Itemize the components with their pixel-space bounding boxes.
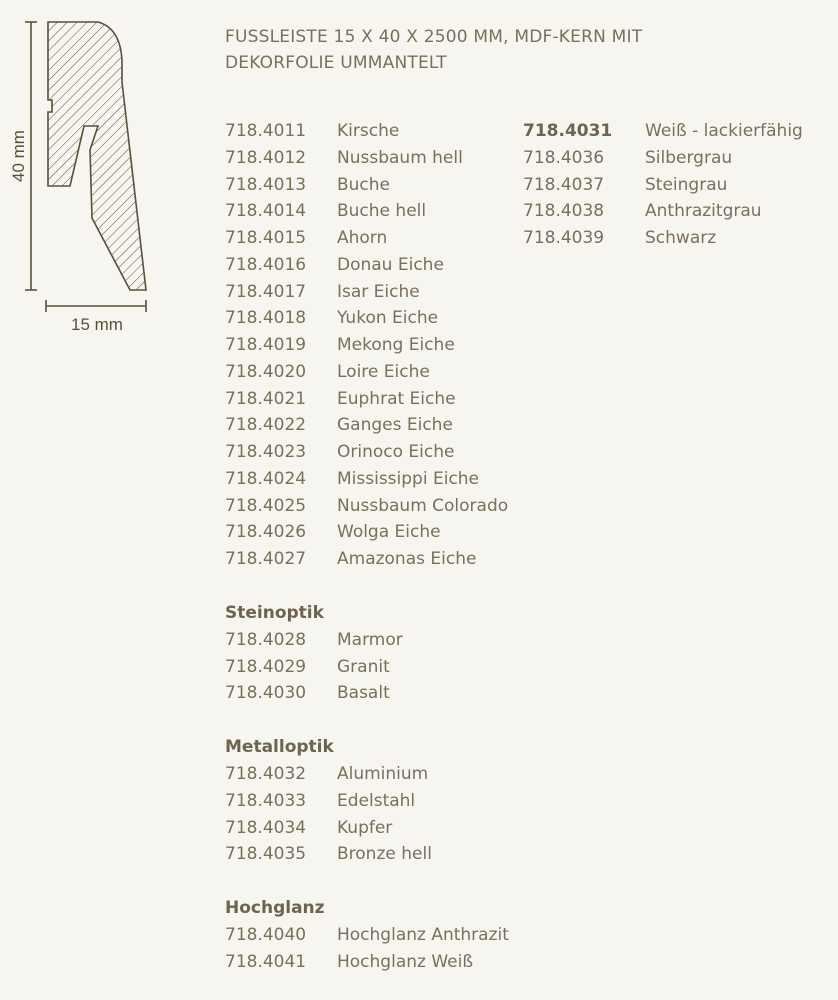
- decor-name: Orinoco Eiche: [337, 442, 455, 462]
- right-column: [523, 118, 803, 252]
- decor-name: Weiß - lackierfähig: [645, 121, 803, 141]
- article-number: 718.4021: [225, 388, 307, 409]
- decor-row: [225, 252, 509, 279]
- decor-row: [523, 118, 803, 145]
- decor-row: [225, 305, 509, 332]
- decor-row: [225, 519, 509, 546]
- decor-row: [225, 412, 509, 439]
- decor-name: Ganges Eiche: [337, 415, 453, 436]
- decor-name: Hochglanz Anthrazit: [337, 925, 509, 945]
- hochglanz-heading: Hochglanz: [225, 898, 325, 918]
- decor-row: [225, 841, 509, 868]
- article-number: 718.4024: [225, 468, 307, 489]
- decor-name: Euphrat Eiche: [337, 388, 456, 409]
- decor-name: Nussbaum Colorado: [337, 495, 509, 516]
- decor-row: [225, 627, 509, 654]
- article-number: 718.4037: [523, 174, 605, 195]
- decor-row: [225, 439, 509, 466]
- decor-name: Aluminium: [337, 764, 429, 784]
- article-number: 718.4029: [225, 656, 307, 677]
- decor-name: Kirsche: [337, 121, 400, 141]
- decor-name: Yukon Eiche: [337, 308, 439, 329]
- article-number: 718.4035: [225, 844, 307, 865]
- decor-row: [225, 386, 509, 413]
- metal-decor-list: [225, 761, 509, 868]
- stone-decor-list: [225, 627, 509, 707]
- decor-row: [523, 145, 803, 172]
- skirting-profile-drawing: [0, 0, 160, 340]
- decor-name: Mekong Eiche: [337, 335, 455, 355]
- height-label: 40 mm: [9, 130, 28, 182]
- wood-decor-list: [225, 118, 509, 573]
- decor-row: [225, 332, 509, 359]
- decor-row: [225, 198, 509, 225]
- profile-cross-section: [48, 22, 146, 290]
- article-number: 718.4011: [225, 121, 307, 141]
- solid-color-list: [523, 118, 803, 252]
- article-number: 718.4014: [225, 201, 307, 222]
- article-number: 718.4026: [225, 522, 307, 543]
- width-dimension: [46, 300, 146, 334]
- product-title: [225, 24, 825, 76]
- article-number: 718.4033: [225, 790, 307, 811]
- article-number: 718.4030: [225, 683, 307, 704]
- decor-row: [225, 118, 509, 145]
- decor-name: Mississippi Eiche: [337, 468, 480, 489]
- decor-row: [225, 359, 509, 386]
- decor-row: [225, 922, 509, 949]
- decor-row: [225, 172, 509, 199]
- decor-row: [225, 680, 509, 707]
- decor-row: [523, 172, 803, 199]
- decor-row: [225, 225, 509, 252]
- title-line-2: DEKORFOLIE UMMANTELT: [225, 53, 447, 73]
- article-number: 718.4040: [225, 925, 307, 945]
- article-number: 718.4032: [225, 764, 307, 784]
- article-number: 718.4013: [225, 174, 307, 195]
- steinoptik-heading: Steinoptik: [225, 602, 324, 623]
- decor-name: Bronze hell: [337, 844, 432, 865]
- article-number: 718.4031: [523, 121, 613, 141]
- decor-name: Hochglanz Weiß: [337, 951, 474, 972]
- title-line-1: FUSSLEISTE 15 X 40 X 2500 MM, MDF-KERN MIT: [225, 27, 643, 47]
- width-label: 15 mm: [71, 315, 123, 334]
- decor-name: Granit: [337, 656, 390, 677]
- article-number: 718.4027: [225, 549, 307, 569]
- article-number: 718.4015: [225, 228, 307, 248]
- decor-row: [523, 225, 803, 252]
- article-number: 718.4036: [523, 147, 605, 168]
- decor-row: [225, 815, 509, 842]
- article-number: 718.4022: [225, 415, 307, 436]
- decor-name: Loire Eiche: [337, 361, 430, 382]
- left-column: [225, 118, 509, 976]
- decor-row: [225, 654, 509, 681]
- decor-name: Silbergrau: [645, 147, 733, 168]
- decor-name: Steingrau: [645, 174, 728, 195]
- article-number: 718.4038: [523, 201, 605, 222]
- decor-row: [225, 279, 509, 306]
- article-number: 718.4028: [225, 629, 307, 650]
- high-gloss-decor-list: [225, 922, 509, 976]
- article-number: 718.4020: [225, 361, 307, 382]
- decor-name: Isar Eiche: [337, 281, 420, 302]
- metalloptik-heading: Metalloptik: [225, 737, 334, 757]
- decor-name: Buche hell: [337, 201, 427, 222]
- decor-row: [225, 788, 509, 815]
- decor-row: [225, 761, 509, 788]
- decor-row: [225, 949, 509, 976]
- article-number: 718.4039: [523, 228, 605, 248]
- decor-row: [523, 198, 803, 225]
- decor-name: Anthrazitgrau: [645, 201, 762, 222]
- decor-name: Donau Eiche: [337, 254, 444, 275]
- decor-name: Kupfer: [337, 817, 393, 838]
- height-dimension: [9, 22, 37, 290]
- decor-name: Amazonas Eiche: [337, 549, 477, 569]
- article-number: 718.4041: [225, 951, 307, 972]
- decor-name: Schwarz: [645, 228, 717, 248]
- decor-name: Ahorn: [337, 228, 388, 248]
- article-number: 718.4023: [225, 442, 307, 462]
- article-number: 718.4019: [225, 335, 307, 355]
- decor-name: Nussbaum hell: [337, 147, 463, 168]
- article-number: 718.4018: [225, 308, 307, 329]
- decor-name: Marmor: [337, 629, 403, 650]
- decor-row: [225, 546, 509, 573]
- decor-name: Basalt: [337, 683, 390, 704]
- decor-row: [225, 493, 509, 520]
- decor-name: Edelstahl: [337, 790, 416, 811]
- article-number: 718.4025: [225, 495, 307, 516]
- decor-row: [225, 466, 509, 493]
- decor-row: [225, 145, 509, 172]
- article-number: 718.4012: [225, 147, 307, 168]
- article-number: 718.4016: [225, 254, 307, 275]
- article-number: 718.4034: [225, 817, 307, 838]
- decor-name: Wolga Eiche: [337, 522, 441, 543]
- article-number: 718.4017: [225, 281, 307, 302]
- decor-name: Buche: [337, 174, 391, 195]
